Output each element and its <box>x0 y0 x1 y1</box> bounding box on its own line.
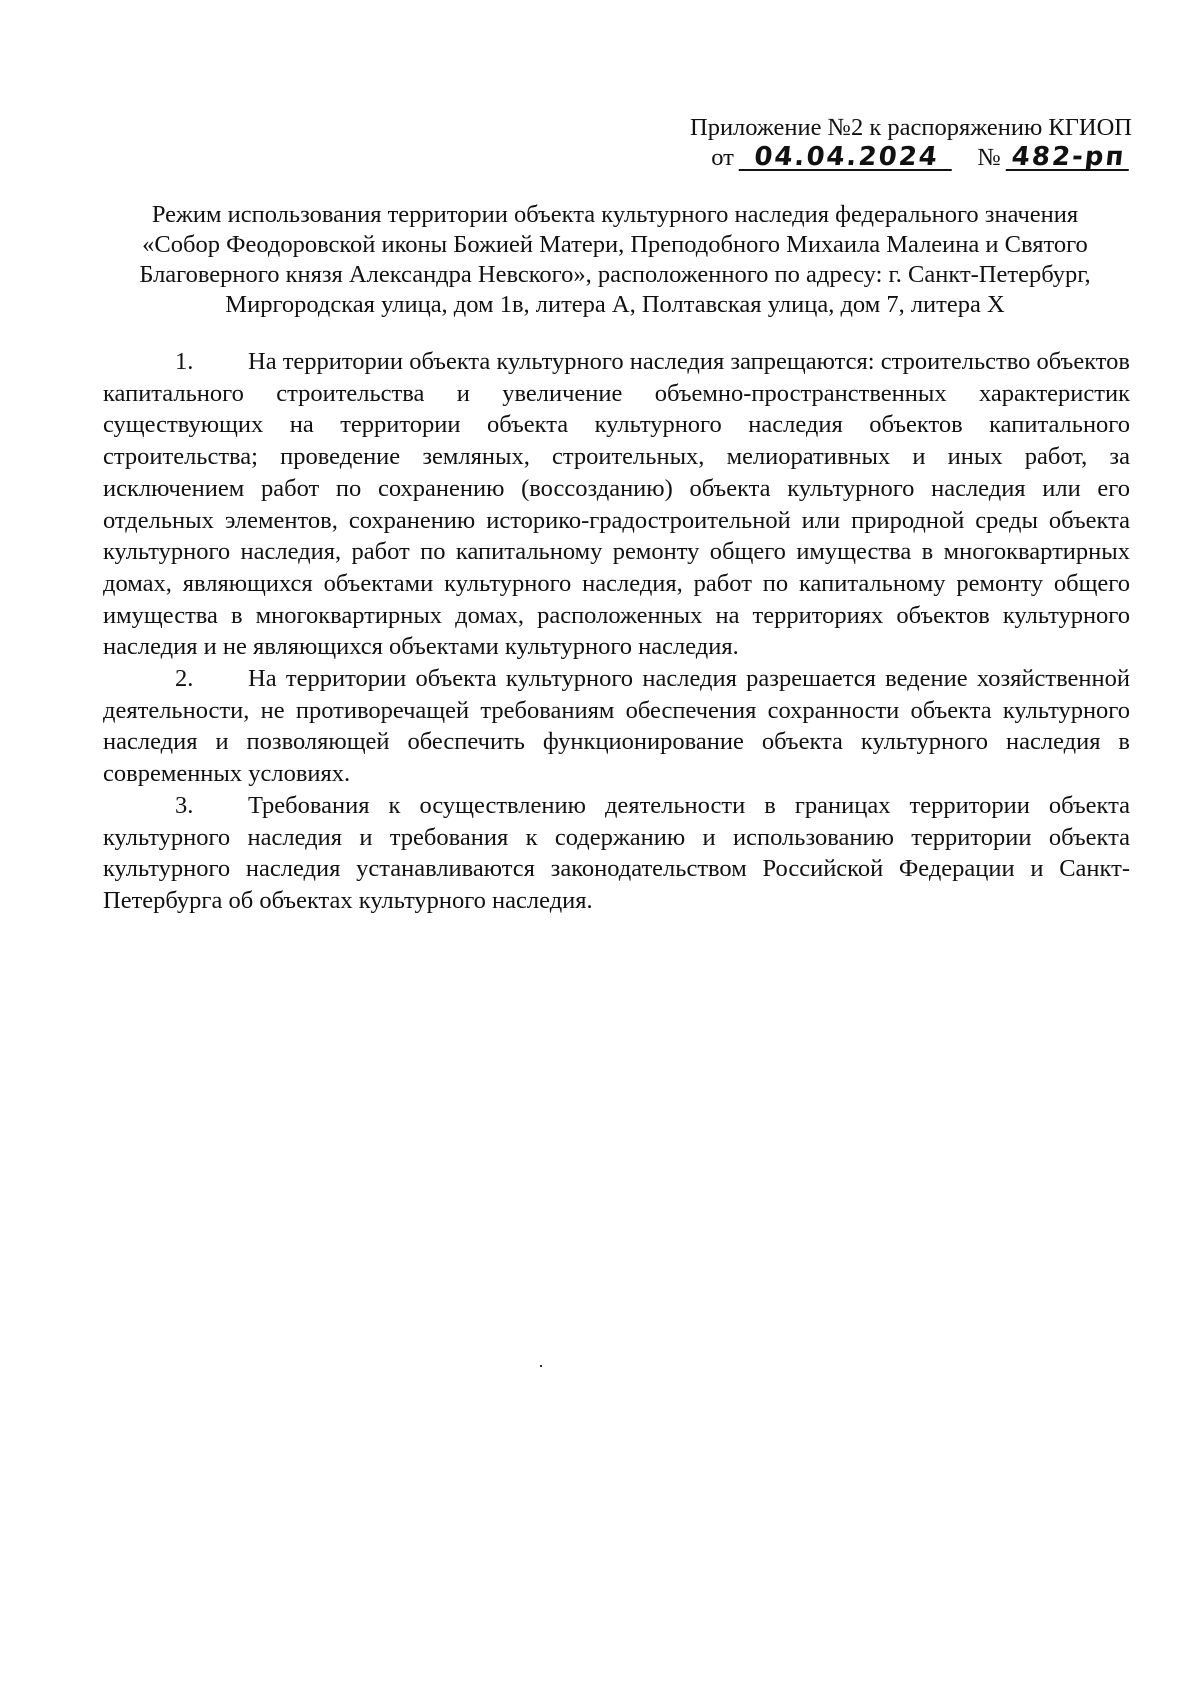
paragraph-text: Требования к осуществлению деятельности в границах территории объекта культурного наследия и требования к содержанию и использованию территории объекта культурного наследия устанавливаются законодательством Российской Федерации и Санкт-Петербурга об объектах культурного наследия. <box>103 791 1130 914</box>
document-body <box>103 346 1130 917</box>
paragraph-number: 2. <box>175 665 194 693</box>
paragraph-2 <box>103 663 1130 790</box>
document-title <box>100 200 1130 320</box>
handwritten-order-date: 04.04.2024 <box>739 145 955 171</box>
title-line-1: Режим использования территории объекта культурного наследия федерального значения <box>151 201 1079 228</box>
document-header <box>690 113 1130 173</box>
title-line-4: Миргородская улица, дом 1в, литера А, Полтавская улица, дом 7, литера Х <box>225 291 1005 318</box>
paragraph-number: 1. <box>175 348 194 375</box>
paragraph-text: На территории объекта культурного наследия разрешается ведение хозяйственной деятельности, не противоречащей требованиям обеспечения сохранности объекта культурного наследия и позволяющей обеспечить функционирование объекта культурного наследия в современных условиях. <box>103 665 1130 788</box>
paragraph-1 <box>103 346 1130 663</box>
title-line-2: «Собор Феодоровской иконы Божией Матери, Преподобного Михаила Малеина и Святого <box>142 231 1088 258</box>
paragraph-text: На территории объекта культурного наследия запрещаются: строительство объектов капитального строительства и увеличение объемно-пространственных характеристик существующих на территории объекта культурного наследия объектов капитального строительства; проведение земляных, строительных, мелиоративных и иных работ, за исключением работ по сохранению (воссозданию) объекта культурного наследия или его отдельных элементов, сохранению историко-градостроительной или природной среды объекта культурного наследия, работ по капитальному ремонту общего имущества в многоквартирных домах, являющихся объектами культурного наследия, работ по капитальному ремонту общего имущества в многоквартирных домах, расположенных на территориях объектов культурного наследия и не являющихся объектами культурного наследия. <box>103 348 1130 661</box>
from-label: от <box>711 144 734 171</box>
appendix-reference: Приложение №2 к распоряжению КГИОП <box>690 114 1132 141</box>
handwritten-order-number: 482-рп <box>1006 145 1132 171</box>
number-label: № <box>977 144 1001 171</box>
scan-speck <box>540 1365 542 1367</box>
title-line-3: Благоверного князя Александра Невского», расположенного по адресу: г. Санкт-Петербург, <box>139 261 1091 288</box>
paragraph-number: 3. <box>175 791 194 819</box>
paragraph-3 <box>103 790 1130 917</box>
order-date-number-line <box>690 143 1130 173</box>
